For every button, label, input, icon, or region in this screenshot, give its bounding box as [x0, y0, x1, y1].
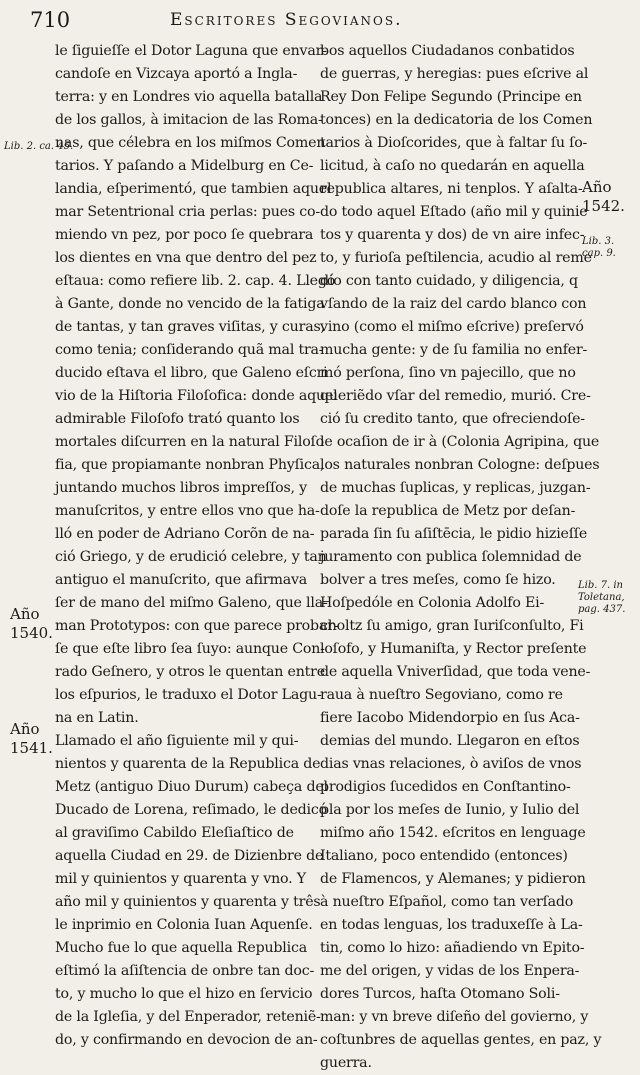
text-line: bos aquellos Ciudadanos conbatidos [320, 43, 575, 59]
text-line: juramento con publica ſolemnidad de [320, 549, 582, 565]
text-line: to, y mucho lo que el hizo en ſervicio [55, 986, 313, 1002]
text-line: Ducado de Lorena, reſimado, le dedicó [55, 802, 327, 818]
text-line: mil y quinientos y quarenta y vno. Y [55, 871, 306, 887]
text-line: los naturales nonbran Cologne: deſpues [320, 457, 600, 473]
text-line: landia, eſperimentó, que tambien aquel [55, 181, 332, 197]
text-line: de los gallos, à imitacion de las Roma- [55, 112, 323, 128]
text-line: mucha gente: y de ſu familia no enfer- [320, 342, 588, 358]
text-line: queriẽdo vſar del remedio, murió. Cre- [320, 388, 591, 404]
text-line: nientos y quarenta de la Republica de [55, 756, 321, 772]
text-line: pla por los meſes de Iunio, y Iulio del [320, 802, 580, 818]
left-text-column [55, 40, 339, 1052]
text-line: to, y furioſa peſtilencia, acudio al reme [320, 250, 592, 266]
text-line: mortales diſcurren en la natural Filoſo [55, 434, 324, 450]
text-line: fiere Iacobo Midendorpio en ſus Aca- [320, 710, 580, 726]
text-line: en todas lenguas, los traduxeſſe à La- [320, 917, 583, 933]
running-head: Escritores Segovianos. [170, 10, 403, 30]
text-line: vio de la Hiſtoria Filoſofica: donde aquel [55, 388, 338, 404]
text-line: de aquella Vniverſidad, que toda vene- [320, 664, 591, 680]
text-line: aquella Ciudad en 29. de Dizienbre de [55, 848, 324, 864]
text-line: juntando muchos libros impreſſos, y [55, 480, 307, 496]
text-line: le ſiguieſſe el Dotor Laguna que envar- [55, 43, 327, 59]
text-line: ció ſu credito tanto, que ofreciendoſe- [320, 411, 585, 427]
text-line: dores Turcos, haſta Otomano Soli- [320, 986, 560, 1002]
text-line: man: y vn breve diſeño del govierno, y [320, 1009, 589, 1025]
text-line: miendo vn pez, por poco ſe quebrara [55, 227, 314, 243]
text-line: Italiano, poco entendido (entonces) [320, 848, 568, 864]
text-line: do, y confirmando en devocion de an- [55, 1032, 318, 1048]
text-line: republica altares, ni tenplos. Y aſalta- [320, 181, 583, 197]
text-line: le ocaſion de ir à (Colonia Agripina, que [320, 434, 600, 450]
text-line: de tantas, y tan graves viſitas, y curas, [55, 319, 325, 335]
text-line: raua à nueſtro Segoviano, como re [320, 687, 563, 703]
text-line: candoſe en Vizcaya aportó a Ingla- [55, 66, 298, 82]
margin-note-right-reference-2: Lib. 7. in Toletana, pag. 437. [578, 580, 626, 615]
text-line: doſe la republica de Metz por deſan- [320, 503, 576, 519]
text-line: demias del mundo. Llegaron en eſtos [320, 733, 580, 749]
text-line: guerra. [320, 1055, 372, 1071]
text-line: dio con tanto cuidado, y diligencia, q [320, 273, 578, 289]
text-line: Llamado el año ſiguiente mil y qui- [55, 733, 299, 749]
text-line: Mucho fue lo que aquella Republica [55, 940, 307, 956]
text-line: nas, que célebra en los miſmos Comen [55, 135, 326, 151]
text-line: man Prototypos: con que parece probar- [55, 618, 339, 634]
text-line: do todo aquel Eſtado (año mil y quinie [320, 204, 588, 220]
text-line: ſer de mano del miſmo Galeno, que lla- [55, 595, 328, 611]
text-line: lló en poder de Adriano Corõn de na- [55, 526, 315, 542]
text-line: tarios à Dioſcorides, que à faltar ſu ſo- [320, 135, 588, 151]
text-line: na en Latin. [55, 710, 139, 726]
text-line: eſtaua: como refiere lib. 2. cap. 4. Llegó [55, 273, 336, 289]
text-line: me del origen, y vidas de los Enpera- [320, 963, 580, 979]
text-line: miſmo año 1542. eſcritos en lenguage [320, 825, 586, 841]
text-line: al graviſimo Cabildo Eleſiaſtico de [55, 825, 294, 841]
text-line: tonces) en la dedicatoria de los Comen [320, 112, 593, 128]
text-line: como tenia; conſiderando quã mal tra- [55, 342, 324, 358]
text-line: de muchas ſuplicas, y replicas, juzgan- [320, 480, 591, 496]
text-line: los eſpurios, le traduxo el Dotor Lagu- [55, 687, 322, 703]
page-number: 710 [30, 8, 71, 32]
text-line: de Flamencos, y Alemanes; y pidieron [320, 871, 586, 887]
text-line: eſtimó la aſiſtencia de onbre tan doc- [55, 963, 315, 979]
text-line: licitud, à caſo no quedarán en aquella [320, 158, 585, 174]
text-line: ció Griego, y de erudició celebre, y tan [55, 549, 327, 565]
text-line: à Gante, donde no vencido de la fatiga [55, 296, 325, 312]
text-line: Rey Don Felipe Segundo (Principe en [320, 89, 582, 105]
text-line: choltz ſu amigo, gran Iuriſconſulto, Fi [320, 618, 584, 634]
text-line: tarios. Y paſando a Midelburg en Ce- [55, 158, 314, 174]
text-line: prodigios ſucedidos en Conſtantino- [320, 779, 571, 795]
margin-note-left-reference: Lib. 2. ca. 45. [4, 141, 74, 152]
text-line: vino (como el miſmo eſcrive) preſervó [320, 319, 584, 335]
margin-note-year-1540: Año 1540. [10, 605, 53, 642]
text-line: loſofo, y Humaniſta, y Rector preſente [320, 641, 587, 657]
page-header [0, 6, 640, 34]
text-line: dias vnas relaciones, ò aviſos de vnos [320, 756, 582, 772]
text-line: fia, que propiamante nonbran Phyſica, [55, 457, 325, 473]
text-line: de guerras, y heregias: pues eſcrive al [320, 66, 589, 82]
text-line: Hoſpedóle en Colonia Adolfo Ei- [320, 595, 545, 611]
margin-note-right-reference-1: Lib. 3. cap. 9. [582, 236, 616, 259]
margin-note-year-1542: Año 1542. [582, 178, 625, 215]
text-line: admirable Filoſofo trató quanto los [55, 411, 300, 427]
text-line: mar Setentrional cria perlas: pues co- [55, 204, 320, 220]
text-line: tos y quarenta y dos) de vn aire infec- [320, 227, 585, 243]
text-line: manuſcritos, y entre ellos vno que ha- [55, 503, 320, 519]
text-line: coſtunbres de aquellas gentes, en paz, y [320, 1032, 602, 1048]
text-line: vſando de la raiz del cardo blanco con [320, 296, 587, 312]
text-line: parada ſin ſu aſiſtēcia, le pidio hizieſſe [320, 526, 588, 542]
text-line: tin, como lo hizo: añadiendo vn Epito- [320, 940, 585, 956]
text-line: bolver a tres meſes, como ſe hizo. [320, 572, 556, 588]
text-line: ſe que eſte libro ſea ſuyo: aunque Con- [55, 641, 325, 657]
text-line: le inprimio en Colonia Iuan Aquenſe. [55, 917, 313, 933]
text-line: à nueſtro Eſpañol, como tan verſado [320, 894, 574, 910]
text-line: ducido eſtava el libro, que Galeno eſcri [55, 365, 328, 381]
text-line: antiguo el manuſcrito, que afirmava [55, 572, 308, 588]
text-line: rado Geſnero, y otros le quentan entre [55, 664, 325, 680]
margin-note-year-1541: Año 1541. [10, 720, 53, 757]
text-line: año mil y quinientos y quarenta y três [55, 894, 321, 910]
text-line: Metz (antiguo Diuo Durum) cabeça del [55, 779, 328, 795]
text-line: mó perſona, ſino vn pajecillo, que no [320, 365, 576, 381]
text-line: los dientes en vna que dentro del pez [55, 250, 317, 266]
text-line: terra: y en Londres vio aquella batalla [55, 89, 323, 105]
text-line: de la Igleſia, y del Enperador, reteniẽ- [55, 1009, 321, 1025]
